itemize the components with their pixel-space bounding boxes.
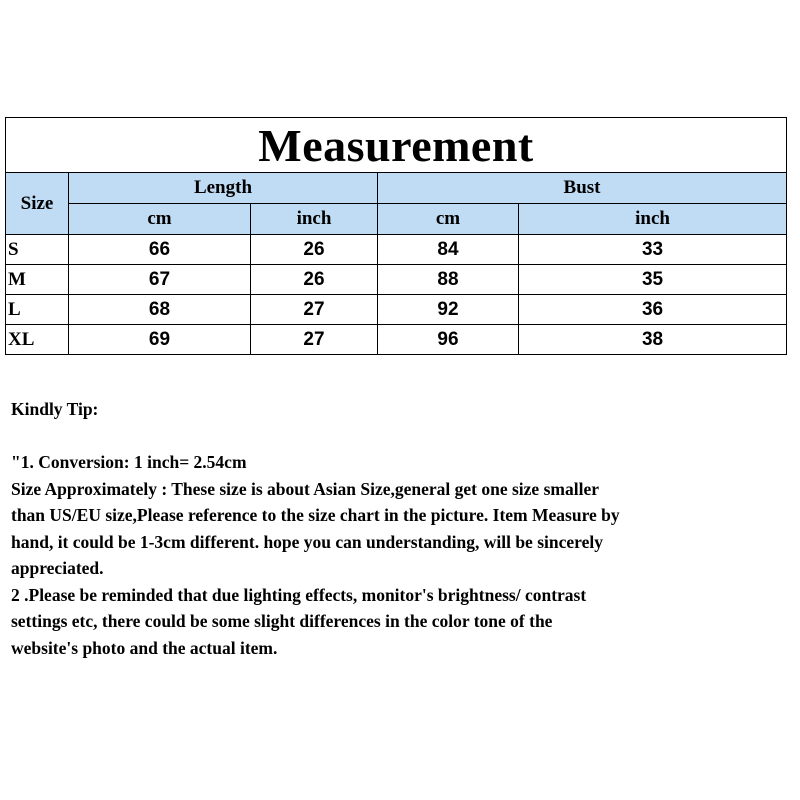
- size-chart: [5, 117, 786, 355]
- bust-inch-value: 38: [519, 325, 787, 355]
- size-label: XL: [6, 325, 69, 355]
- size-column-header: Size: [6, 173, 69, 235]
- length-cm-value: 66: [69, 235, 251, 265]
- notes-line: appreciated.: [11, 558, 104, 578]
- size-label: S: [6, 235, 69, 265]
- notes-line: hand, it could be 1-3cm different. hope you can understanding, will be sincerely: [11, 531, 603, 552]
- length-inch-value: 26: [251, 235, 378, 265]
- bust-cm-value: 84: [378, 235, 519, 265]
- bust-group-header: Bust: [378, 173, 787, 204]
- notes-line: 2 .Please be reminded that due lighting effects, monitor's brightness/ contrast: [11, 584, 587, 605]
- length-cm-header: cm: [69, 204, 251, 235]
- measurement-table: [5, 117, 787, 355]
- notes-line: settings etc, there could be some slight differences in the color tone of the: [11, 611, 553, 631]
- size-label: L: [6, 295, 69, 325]
- bust-cm-value: 92: [378, 295, 519, 325]
- table-row: [6, 235, 787, 265]
- table-row: [6, 265, 787, 295]
- length-inch-header: inch: [251, 204, 378, 235]
- notes-line: website's photo and the actual item.: [11, 637, 278, 658]
- length-cm-value: 69: [69, 325, 251, 355]
- notes-spacer: [11, 423, 786, 450]
- size-label: M: [6, 265, 69, 295]
- length-inch-value: 27: [251, 325, 378, 355]
- length-cm-value: 68: [69, 295, 251, 325]
- length-inch-value: 27: [251, 295, 378, 325]
- length-group-header: Length: [69, 173, 378, 204]
- bust-inch-header: inch: [519, 204, 787, 235]
- notes-heading: Kindly Tip:: [11, 399, 99, 419]
- bust-inch-value: 36: [519, 295, 787, 325]
- notes-line: than US/EU size,Please reference to the size chart in the picture. Item Measure by: [11, 505, 620, 525]
- bust-cm-value: 96: [378, 325, 519, 355]
- table-row: [6, 325, 787, 355]
- length-cm-value: 67: [69, 265, 251, 295]
- bust-inch-value: 33: [519, 235, 787, 265]
- table-row: [6, 295, 787, 325]
- notes-line: Size Approximately : These size is about Asian Size,general get one size smaller: [11, 478, 599, 499]
- bust-cm-value: 88: [378, 265, 519, 295]
- length-inch-value: 26: [251, 265, 378, 295]
- bust-cm-header: cm: [378, 204, 519, 235]
- notes-line: "1. Conversion: 1 inch= 2.54cm: [11, 452, 247, 472]
- kindly-tip-notes: [11, 396, 786, 661]
- table-title: Measurement: [6, 118, 787, 173]
- bust-inch-value: 35: [519, 265, 787, 295]
